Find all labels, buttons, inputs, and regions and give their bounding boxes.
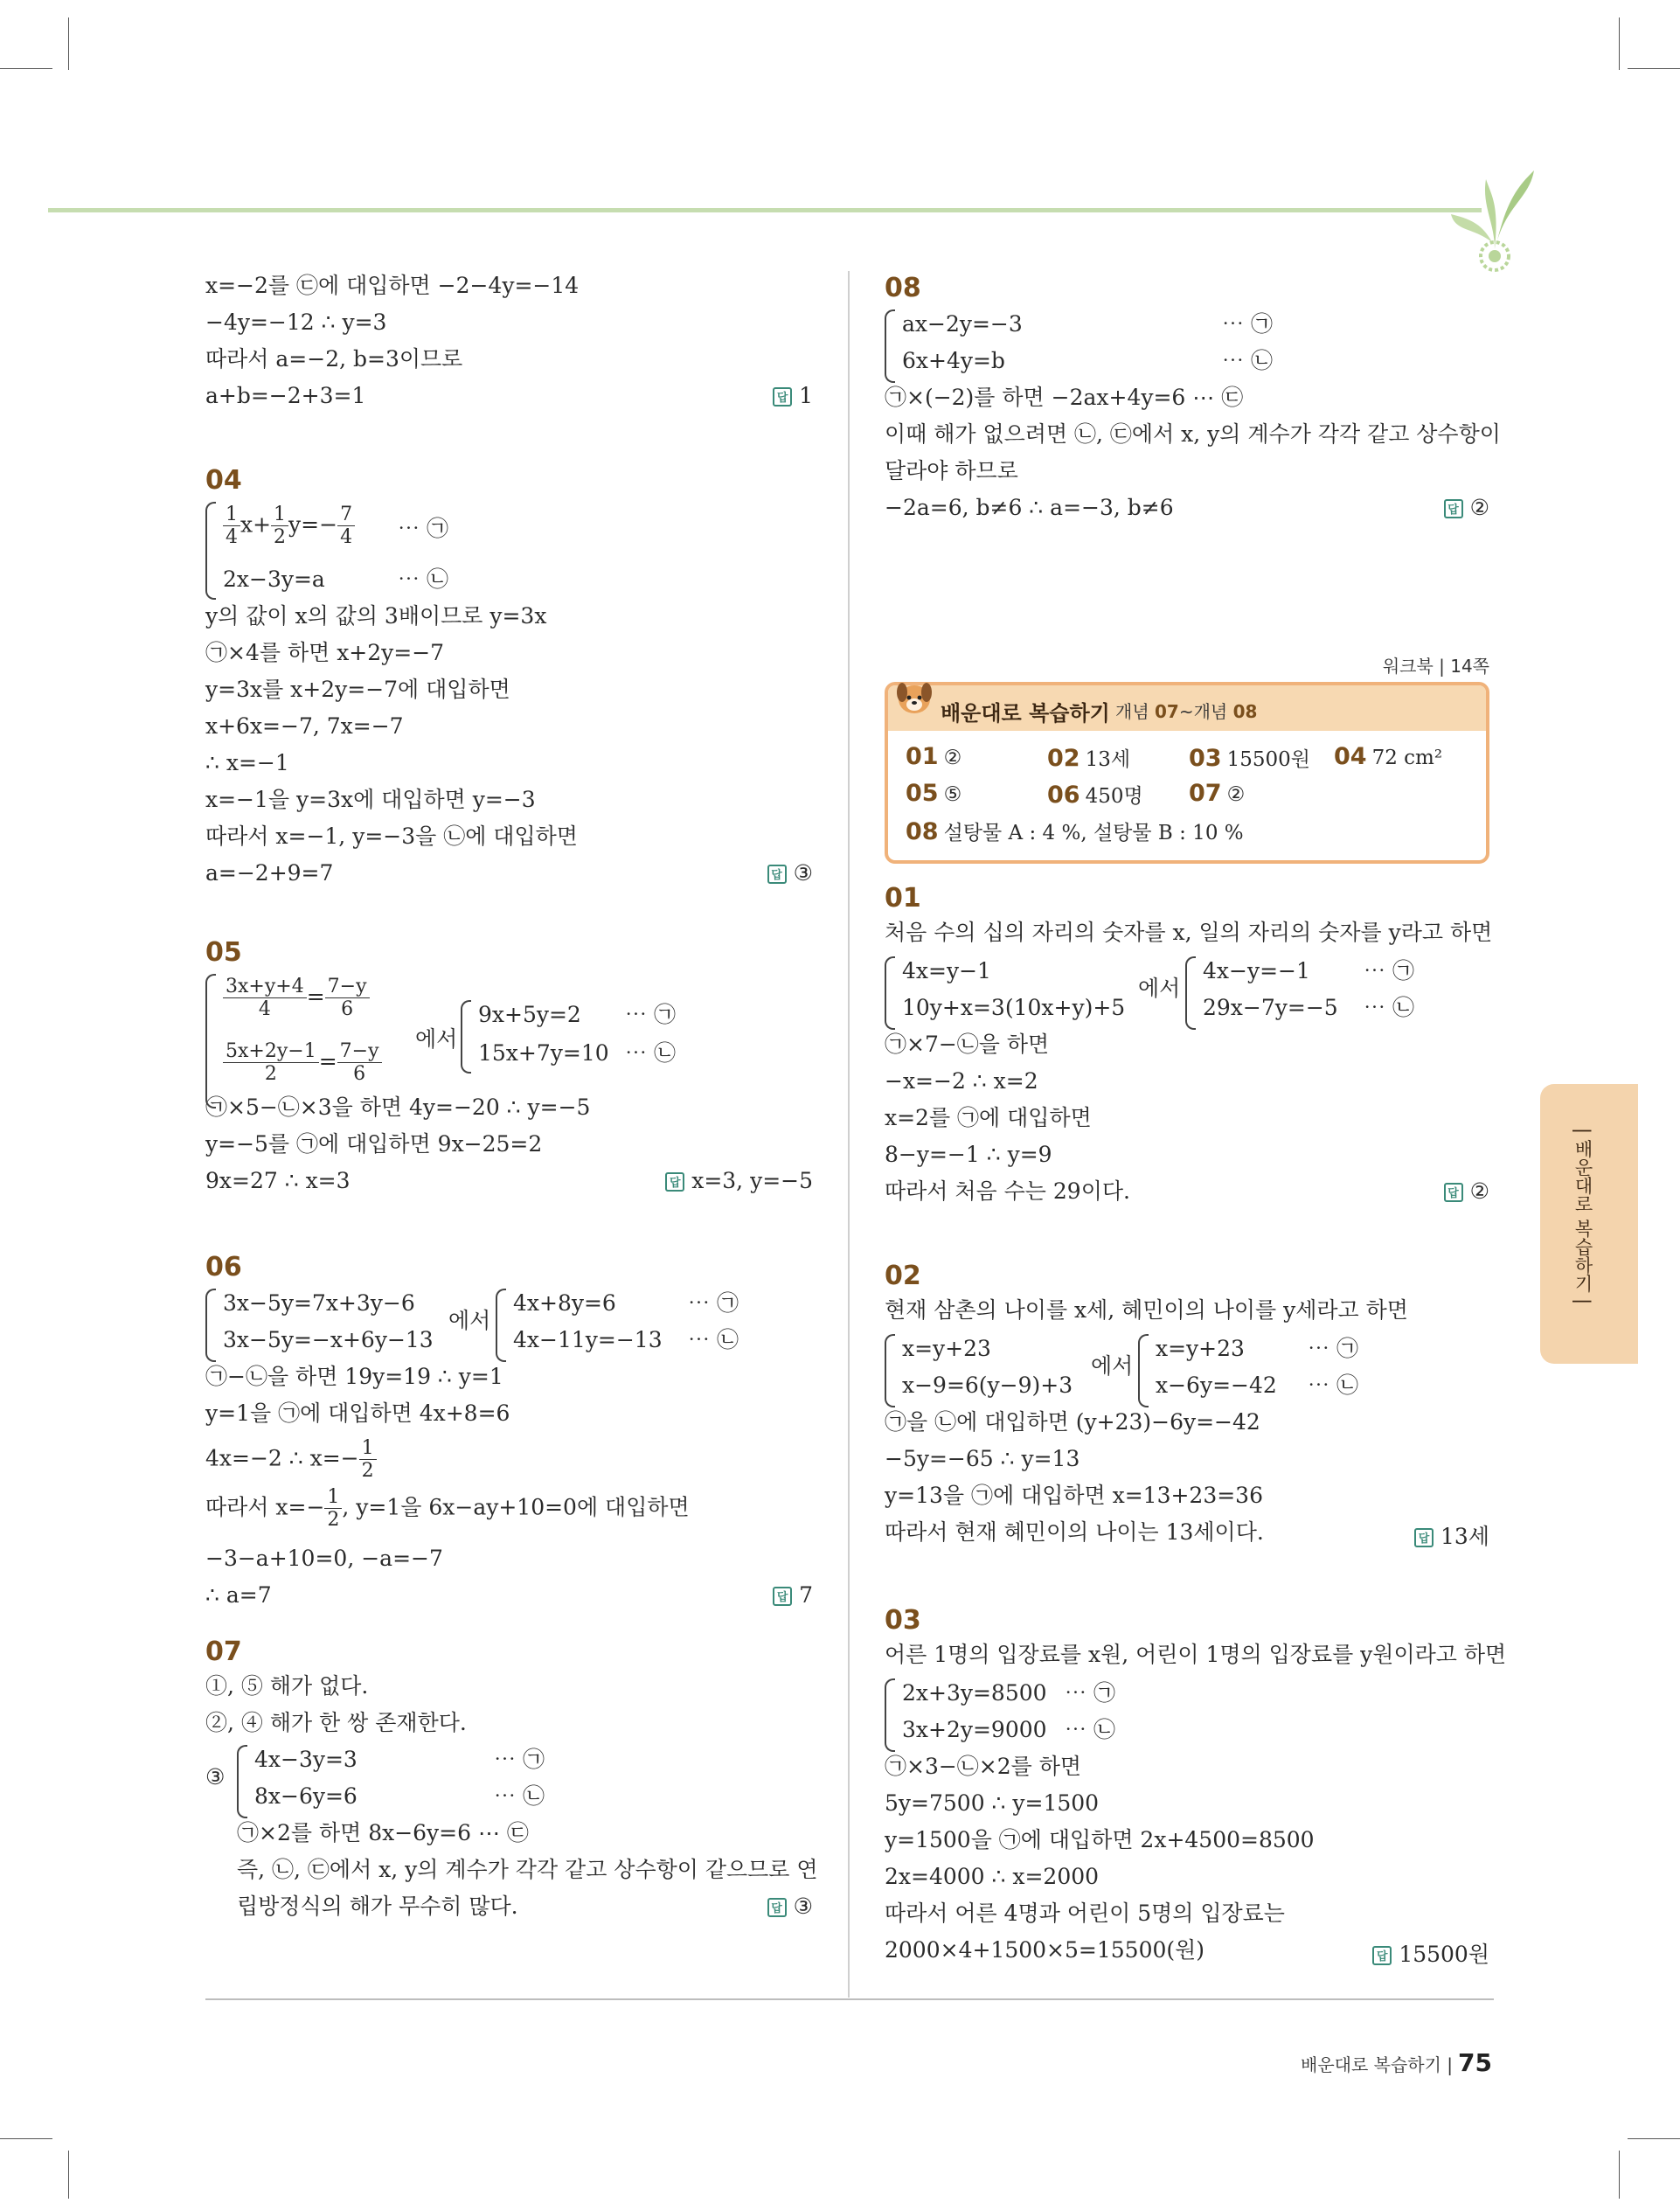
- chapter-side-tab-label: | 배운대로 복습하기 |: [1572, 1128, 1593, 1305]
- fraction: $\frac{1}{2}$: [359, 1437, 377, 1483]
- equation-1: $\frac{1}{4}$ x+ $\frac{1}{2}$ y=− $\frac{7}{4}$: [223, 504, 355, 549]
- solution-line: x=−2를 ㉢에 대입하면 −2−4y=−14: [205, 273, 580, 298]
- solution-line: ∴ a=7: [205, 1582, 272, 1608]
- crop-mark: [68, 2151, 69, 2199]
- equation-tag: ⋯ ㉡: [398, 566, 448, 592]
- eseo-text: 에서: [1138, 976, 1181, 1001]
- solution-line: y=1을 ㉠에 대입하면 4x+8=6: [205, 1400, 510, 1426]
- equation-3: 4x−y=−1: [1203, 958, 1310, 983]
- solution-line: 2x=4000 ∴ x=2000: [885, 1864, 1100, 1889]
- equation-brace: [237, 1745, 247, 1818]
- equation-brace: [885, 956, 895, 1030]
- equation-brace: [1185, 956, 1196, 1030]
- crop-mark: [1628, 2138, 1680, 2139]
- review-item: 02 13세: [1047, 745, 1131, 772]
- answer-badge-icon: 답: [767, 1898, 787, 1917]
- fraction: $\frac{5x+2y-1}{2}$: [223, 1040, 319, 1086]
- review-box-header: [888, 685, 1486, 731]
- equation-2: 2x−3y=a: [223, 566, 325, 592]
- equation-brace: [885, 1334, 895, 1407]
- equation-tag: ⋯ ㉡: [494, 1783, 545, 1809]
- answer-value: 7: [799, 1582, 813, 1608]
- answer-line: [1444, 495, 1489, 520]
- solution-line: 4x=−2 ∴ x=− $\frac{1}{2}$: [205, 1437, 377, 1483]
- problem-intro: 처음 수의 십의 자리의 숫자를 x, 일의 자리의 숫자를 y라고 하면: [885, 920, 1493, 945]
- answer-badge-icon: 답: [773, 387, 792, 407]
- solution-line: ㉠×5−㉡×3을 하면 4y=−20 ∴ y=−5: [205, 1095, 591, 1120]
- answer-line: [1444, 1178, 1489, 1204]
- equation-1: 2x+3y=8500: [902, 1680, 1047, 1706]
- page-number: 75: [1458, 2048, 1492, 2077]
- solution-line: y의 값이 x의 값의 3배이므로 y=3x: [205, 603, 547, 629]
- solution-line: ∴ x=−1: [205, 750, 289, 775]
- page-footer: [1301, 2048, 1492, 2077]
- answer-line: [773, 383, 813, 408]
- equation-2: 3x+2y=9000: [902, 1717, 1047, 1742]
- problem-number: 02: [885, 1261, 921, 1291]
- answer-value: ②: [1469, 1178, 1489, 1204]
- eseo-text: 에서: [415, 1026, 458, 1052]
- problem-03: [885, 1605, 1507, 1972]
- answer-value: ③: [793, 860, 813, 886]
- left-column: [205, 262, 818, 1993]
- equation-1: 3x−5y=7x+3y−6: [223, 1290, 415, 1316]
- review-item: 01 ②: [906, 743, 962, 770]
- problem-02: [885, 1261, 1489, 1558]
- equation-2: 10y+x=3(10x+y)+5: [902, 995, 1126, 1020]
- equation-1: x=y+23: [902, 1336, 991, 1361]
- problem-number: 06: [205, 1252, 242, 1282]
- equation-2: x−9=6(y−9)+3: [902, 1373, 1073, 1398]
- answer-line: [1372, 1937, 1489, 1969]
- problem-number: 08: [885, 273, 921, 303]
- solution-line: a+b=−2+3=1: [205, 383, 366, 408]
- equation-tag: ⋯ ㉡: [1222, 348, 1273, 373]
- problem-06: [205, 1252, 813, 1608]
- solution-line: 달라야 하므로: [885, 458, 1018, 483]
- equation-tag: ⋯ ㉡: [1364, 995, 1414, 1020]
- problem-number: 03: [885, 1605, 921, 1636]
- solution-line: ㉠×4를 하면 x+2y=−7: [205, 640, 445, 665]
- right-column-lower: [885, 883, 1507, 1993]
- solution-line: y=3x를 x+2y=−7에 대입하면: [205, 677, 510, 702]
- puppy-mascot-icon: [893, 673, 935, 724]
- solution-line: ㉠을 ㉡에 대입하면 (y+23)−6y=−42: [885, 1409, 1260, 1435]
- equation-tag: ⋯ ㉠: [688, 1290, 739, 1316]
- equation-brace: [1138, 1334, 1149, 1407]
- solution-line: 따라서 a=−2, b=3이므로: [205, 346, 463, 372]
- solution-line: 립방정식의 해가 무수히 많다.: [237, 1894, 518, 1919]
- equation-1: $\frac{3x+y+4}{4}$ = $\frac{7-y}{6}$: [223, 976, 370, 1021]
- equation-3: 4x+8y=6: [513, 1290, 616, 1316]
- problem-number: 05: [205, 937, 242, 968]
- solution-line: y=13을 ㉠에 대입하면 x=13+23=36: [885, 1483, 1263, 1508]
- solution-line: 따라서 x=− $\frac{1}{2}$ , y=1을 6x−ay+10=0에 대입하면: [205, 1486, 690, 1532]
- answer-value: ②: [1469, 495, 1489, 520]
- equation-tag: ⋯ ㉠: [494, 1747, 545, 1772]
- crop-mark: [68, 17, 69, 70]
- equation-1: 4x−3y=3: [254, 1747, 358, 1772]
- footer-rule: [205, 1998, 1494, 2000]
- equation-4: x−6y=−42: [1156, 1373, 1277, 1398]
- equation-4: 15x+7y=10: [478, 1040, 609, 1066]
- review-answer-box: [885, 682, 1489, 864]
- equation-2: 8x−6y=6: [254, 1783, 358, 1809]
- solution-line: 9x=27 ∴ x=3: [205, 1168, 351, 1193]
- problem-number: 04: [205, 465, 242, 496]
- equation-tag: ⋯ ㉠: [1065, 1680, 1115, 1706]
- column-separator: [848, 271, 850, 1998]
- equation-2: 3x−5y=−x+6y−13: [223, 1327, 434, 1352]
- solution-line: −x=−2 ∴ x=2: [885, 1068, 1038, 1094]
- solution-line: x+6x=−7, 7x=−7: [205, 713, 404, 739]
- review-item: 06 450명: [1047, 782, 1143, 809]
- problem-01: [885, 883, 1493, 1215]
- answer-badge-icon: 답: [767, 865, 787, 884]
- equation-tag: ⋯ ㉡: [1308, 1373, 1358, 1398]
- footer-label: 배운대로 복습하기 |: [1301, 2054, 1454, 2075]
- equation-tag: ⋯ ㉠: [1308, 1336, 1358, 1361]
- solution-line: −5y=−65 ∴ y=13: [885, 1446, 1080, 1471]
- answer-value: 15500원: [1399, 1942, 1489, 1967]
- problem-intro: 현재 삼촌의 나이를 x세, 혜민이의 나이를 y세라고 하면: [885, 1297, 1408, 1323]
- problem-08: [885, 273, 1501, 535]
- solution-line: 따라서 x=−1, y=−3을 ㉡에 대입하면: [205, 824, 578, 849]
- equation-brace: [205, 1289, 216, 1362]
- solution-line: 2000×4+1500×5=15500(원): [885, 1937, 1205, 1963]
- equation-tag: ⋯ ㉠: [398, 516, 448, 541]
- solution-line: −3−a+10=0, −a=−7: [205, 1546, 443, 1571]
- crop-mark: [1619, 17, 1620, 70]
- problem-number: 07: [205, 1637, 242, 1667]
- fraction: $\frac{7-y}{6}$: [337, 1040, 382, 1086]
- equation-tag: ⋯ ㉡: [625, 1040, 676, 1066]
- header-rule: [48, 208, 1482, 212]
- review-box-title: 배운대로 복습하기: [941, 701, 1110, 726]
- equation-brace: [885, 309, 895, 383]
- solution-line: −4y=−12 ∴ y=3: [205, 309, 387, 335]
- solution-line: x=2를 ㉠에 대입하면: [885, 1105, 1092, 1130]
- solution-line: y=1500을 ㉠에 대입하면 2x+4500=8500: [885, 1827, 1315, 1852]
- choice-number: ③: [205, 1764, 226, 1790]
- solution-line: ㉠×(−2)를 하면 −2ax+4y=6 ⋯ ㉢: [885, 385, 1244, 410]
- fraction: $\frac{1}{2}$: [271, 504, 288, 549]
- solution-line: 이때 해가 없으려면 ㉡, ㉢에서 x, y의 계수가 각각 같고 상수항이: [885, 421, 1501, 447]
- workbook-reference: 워크북 | 14쪽: [1382, 656, 1489, 677]
- equation-tag: ⋯ ㉠: [1222, 311, 1273, 337]
- review-item: 08 설탕물 A : 4 %, 설탕물 B : 10 %: [906, 818, 1244, 845]
- review-item: 03 15500원: [1189, 745, 1310, 772]
- fraction: $\frac{1}{2}$: [324, 1486, 342, 1532]
- equation-4: 29x−7y=−5: [1203, 995, 1338, 1020]
- solution-line: x=−1을 y=3x에 대입하면 y=−3: [205, 787, 536, 812]
- equation-2: 6x+4y=b: [902, 348, 1005, 373]
- answer-value: 13세: [1440, 1524, 1489, 1549]
- solution-line: −2a=6, b≠6 ∴ a=−3, b≠6: [885, 495, 1174, 520]
- crop-mark: [1619, 2151, 1620, 2199]
- sprout-ornament-icon: [1447, 144, 1543, 275]
- fraction: $\frac{7}{4}$: [337, 504, 355, 549]
- solution-line: 즉, ㉡, ㉢에서 x, y의 계수가 각각 같고 상수항이 같으므로 연: [237, 1857, 818, 1882]
- fraction: $\frac{7-y}{6}$: [325, 976, 370, 1021]
- solution-line: 따라서 현재 혜민이의 나이는 13세이다.: [885, 1519, 1264, 1545]
- answer-badge-icon: 답: [665, 1172, 684, 1192]
- equation-brace: [496, 1289, 506, 1362]
- answer-line: [665, 1168, 813, 1193]
- eseo-text: 에서: [1091, 1353, 1134, 1379]
- answer-line: [1414, 1519, 1489, 1551]
- equation-tag: ⋯ ㉡: [1065, 1717, 1115, 1742]
- eseo-text: 에서: [448, 1308, 491, 1333]
- crop-mark: [0, 2138, 52, 2139]
- equation-tag: ⋯ ㉡: [688, 1327, 739, 1352]
- problem-number: 01: [885, 883, 921, 914]
- equation-brace: [205, 974, 216, 1108]
- answer-badge-icon: 답: [773, 1587, 792, 1606]
- answer-line: [767, 1894, 813, 1919]
- equation-brace: [461, 1000, 471, 1074]
- answer-badge-icon: 답: [1444, 1183, 1463, 1202]
- equation-2: $\frac{5x+2y-1}{2}$ = $\frac{7-y}{6}$: [223, 1040, 382, 1086]
- equation-1: ax−2y=−3: [902, 311, 1023, 337]
- review-item: 04 72 cm²: [1334, 743, 1443, 770]
- crop-mark: [0, 68, 52, 69]
- equation-tag: ⋯ ㉠: [1364, 958, 1414, 983]
- answer-value: x=3, y=−5: [691, 1168, 813, 1193]
- answer-value: 1: [799, 383, 813, 408]
- review-item: 07 ②: [1189, 780, 1246, 807]
- equation-brace: [885, 1678, 895, 1752]
- answer-badge-icon: 답: [1372, 1946, 1392, 1965]
- review-item: 05 ⑤: [906, 780, 962, 807]
- solution-line: ㉠−㉡을 하면 19y=19 ∴ y=1: [205, 1364, 503, 1389]
- solution-line: ㉠×2를 하면 8x−6y=6 ⋯ ㉢: [237, 1820, 529, 1845]
- solution-line: ㉠×7−㉡을 하면: [885, 1032, 1050, 1057]
- equation-3: 9x+5y=2: [478, 1002, 581, 1027]
- solution-line: 5y=7500 ∴ y=1500: [885, 1790, 1100, 1816]
- solution-line: a=−2+9=7: [205, 860, 334, 886]
- answer-line: [767, 860, 813, 886]
- problem-07: [205, 1637, 818, 1969]
- equation-brace: [205, 502, 216, 600]
- answer-badge-icon: 답: [1444, 499, 1463, 518]
- fraction: $\frac{1}{4}$: [223, 504, 240, 549]
- equation-1: 4x=y−1: [902, 958, 991, 983]
- fraction: $\frac{3x+y+4}{4}$: [223, 976, 307, 1021]
- review-box-concept: 개념 07~개념 08: [1115, 701, 1258, 722]
- solution-line: ②, ④ 해가 한 쌍 존재한다.: [205, 1710, 467, 1735]
- problem-04: [205, 465, 813, 885]
- crop-mark: [1628, 68, 1680, 69]
- solution-line: 따라서 어른 4명과 어린이 5명의 입장료는: [885, 1901, 1285, 1926]
- solution-line: 따라서 처음 수는 29이다.: [885, 1178, 1130, 1204]
- equation-3: x=y+23: [1156, 1336, 1245, 1361]
- problem-05: [205, 937, 813, 1199]
- equation-4: 4x−11y=−13: [513, 1327, 663, 1352]
- solution-line: ①, ⑤ 해가 없다.: [205, 1673, 369, 1699]
- solution-line: y=−5를 ㉠에 대입하면 9x−25=2: [205, 1131, 543, 1157]
- equation-tag: ⋯ ㉠: [625, 1002, 676, 1027]
- answer-badge-icon: 답: [1414, 1528, 1434, 1547]
- answer-line: [773, 1582, 813, 1608]
- problem-intro: 어른 1명의 입장료를 x원, 어린이 1명의 입장료를 y원이라고 하면: [885, 1642, 1507, 1667]
- answer-value: ③: [793, 1894, 813, 1919]
- solution-line: ㉠×3−㉡×2를 하면: [885, 1754, 1082, 1779]
- solution-line: 8−y=−1 ∴ y=9: [885, 1142, 1052, 1167]
